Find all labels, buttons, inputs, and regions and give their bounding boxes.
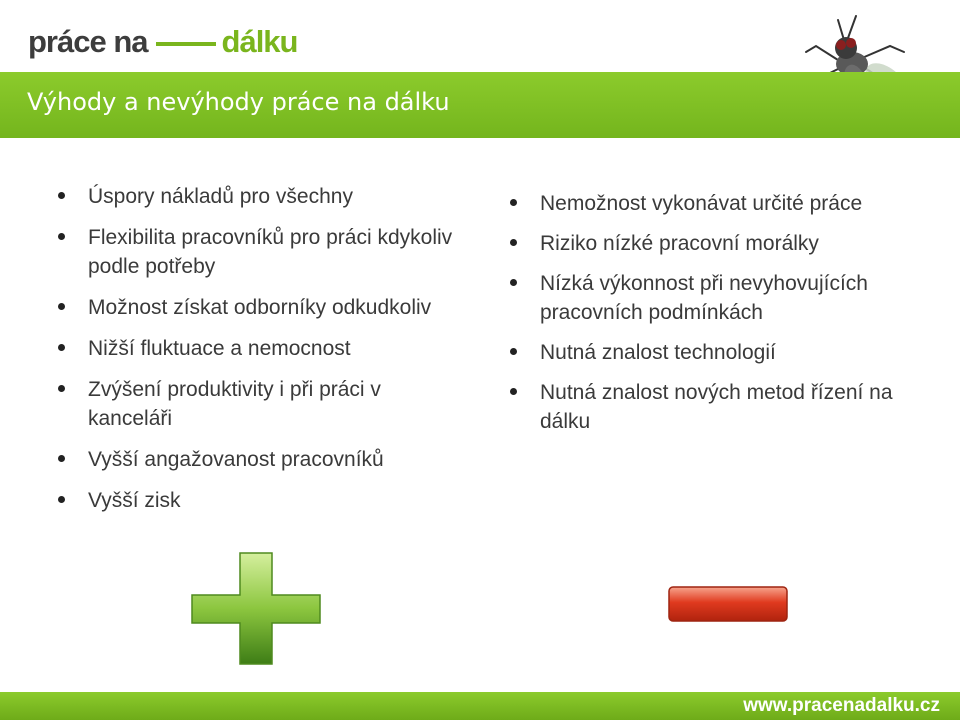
list-item-text: Vyšší angažovanost pracovníků: [88, 448, 384, 471]
list-item-text: Nízká výkonnost při nevyhovujících pracovních podmínkách: [540, 272, 868, 324]
bullet-icon: [58, 385, 65, 392]
disadvantages-list: [508, 189, 948, 447]
footer-url[interactable]: www.pracenadalku.cz: [743, 695, 940, 716]
bullet-icon: [510, 239, 517, 246]
advantages-list: [56, 182, 456, 527]
bullet-icon: [510, 199, 517, 206]
bullet-icon: [58, 233, 65, 240]
list-item: [56, 334, 456, 363]
list-item: [56, 182, 456, 211]
list-item: [56, 445, 456, 474]
logo: [28, 22, 297, 62]
minus-icon: [667, 585, 789, 623]
list-item: [508, 229, 948, 258]
footer-band: [0, 692, 960, 720]
list-item-text: Zvýšení produktivity i při práci v kanceláři: [88, 378, 381, 430]
list-item: [56, 486, 456, 515]
list-item-text: Úspory nákladů pro všechny: [88, 185, 353, 208]
bullet-icon: [58, 192, 65, 199]
list-item-text: Nemožnost vykonávat určité práce: [540, 192, 863, 215]
logo-dash: [156, 42, 216, 46]
list-item-text: Nižší fluktuace a nemocnost: [88, 337, 351, 360]
bullet-icon: [510, 279, 517, 286]
slide-title: Výhody a nevýhody práce na dálku: [27, 88, 450, 116]
bullet-icon: [510, 348, 517, 355]
bullet-icon: [58, 455, 65, 462]
list-item-text: Nutná znalost technologií: [540, 341, 776, 364]
list-item-text: Flexibilita pracovníků pro práci kdykoliv podle potřeby: [88, 226, 453, 278]
list-item: [508, 338, 948, 367]
bullet-icon: [58, 496, 65, 503]
list-item: [508, 269, 948, 327]
logo-text-prace-na: práce na: [28, 24, 148, 59]
list-item-text: Vyšší zisk: [88, 489, 181, 512]
list-item-text: Riziko nízké pracovní morálky: [540, 232, 819, 255]
list-item: [508, 378, 948, 436]
list-item-text: Nutná znalost nových metod řízení na dálku: [540, 381, 893, 433]
list-item: [56, 375, 456, 433]
bullet-icon: [58, 303, 65, 310]
logo-text-dalku: dálku: [221, 24, 298, 59]
list-item: [56, 223, 456, 281]
list-item: [508, 189, 948, 218]
list-item-text: Možnost získat odborníky odkudkoliv: [88, 296, 432, 319]
title-band: [0, 72, 960, 138]
list-item: [56, 293, 456, 322]
bullet-icon: [58, 344, 65, 351]
plus-icon: [190, 551, 322, 666]
bullet-icon: [510, 388, 517, 395]
